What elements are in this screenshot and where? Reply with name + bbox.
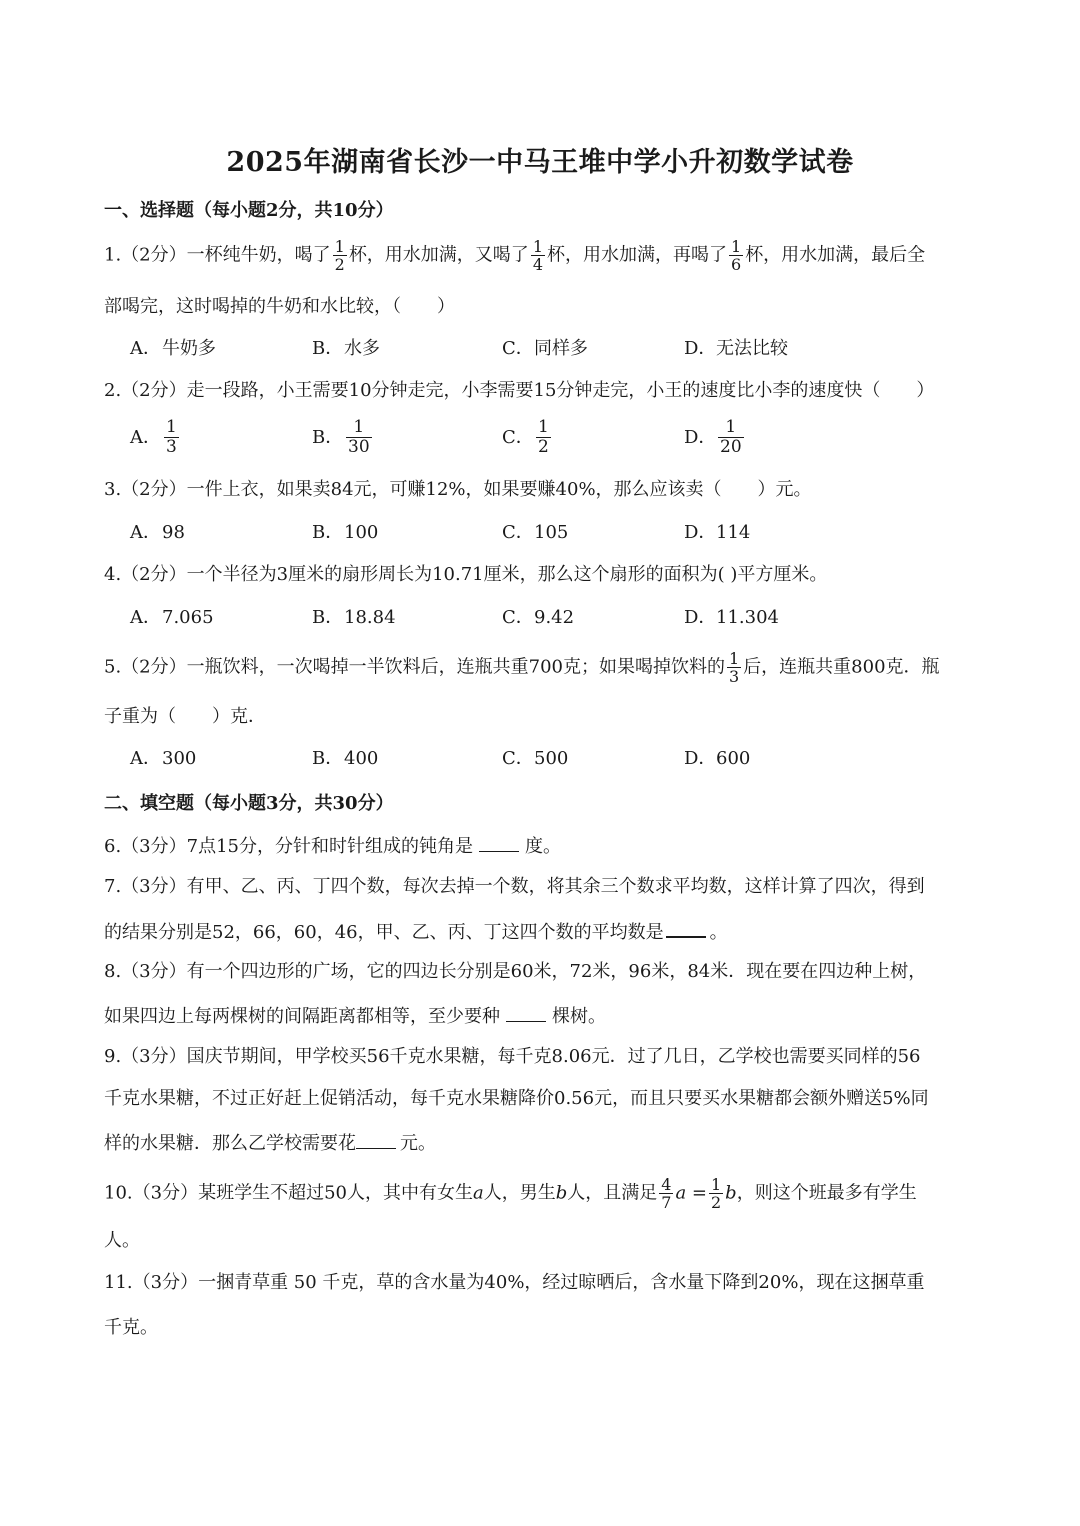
variable-a: a (472, 1182, 484, 1204)
fraction (536, 418, 551, 457)
question-1-line-2: 部喝完，这时喝掉的牛奶和水比较，（ ） (104, 296, 455, 317)
option-label: C． (502, 426, 534, 448)
option-a[interactable] (130, 605, 214, 631)
option-d[interactable] (684, 746, 750, 772)
option-d[interactable] (684, 605, 779, 631)
option-c[interactable] (502, 746, 568, 772)
option-a[interactable] (130, 418, 181, 457)
question-5-line-1 (104, 650, 940, 685)
denominator: 20 (720, 437, 742, 457)
option-a[interactable] (130, 336, 216, 362)
option-label: C． (502, 748, 534, 769)
question-text: 人，且满足 (567, 1182, 658, 1204)
fraction (333, 238, 347, 273)
numerator: 1 (538, 417, 549, 437)
option-label: C． (502, 607, 534, 628)
answer-blank[interactable] (666, 916, 706, 938)
question-4-options (130, 605, 990, 649)
option-text: 300 (162, 748, 197, 769)
question-text: 1.（2分）一杯纯牛奶，喝了 (104, 244, 331, 266)
denominator: 3 (728, 667, 740, 686)
question-5-line-2: 子重为（ ）克． (104, 706, 266, 727)
section-heading-fill-in: 二、填空题（每小题3分，共30分） (104, 793, 394, 814)
option-text: 100 (344, 522, 379, 543)
question-text: ，则这个班最多有学生 (736, 1182, 917, 1204)
question-text: 6.（3分）7点15分，分针和时针组成的钝角是 (104, 836, 473, 857)
question-text: 人，男生 (483, 1182, 556, 1204)
option-d[interactable] (684, 336, 788, 362)
option-label: D． (684, 522, 717, 543)
option-label: C． (502, 338, 534, 359)
option-text: 600 (716, 748, 751, 769)
option-label: D． (684, 748, 717, 769)
answer-blank[interactable] (506, 1001, 546, 1022)
question-2-line-1: 2.（2分）走一段路，小王需要10分钟走完，小李需要15分钟走完，小王的速度比小李的速度快（ ） (104, 380, 935, 401)
question-text: 后，连瓶共重800克．瓶 (743, 656, 940, 678)
option-label: C． (502, 522, 534, 543)
question-1-line-1 (104, 238, 925, 273)
question-4-line-1: 4.（2分）一个半径为3厘米的扇形周长为10.71厘米，那么这个扇形的面积为( )平方厘米。 (104, 564, 828, 585)
option-text: 105 (534, 522, 569, 543)
question-text: 10.（3分）某班学生不超过50人，其中有女生 (104, 1182, 473, 1204)
question-2-options (130, 418, 990, 462)
numerator: 1 (334, 237, 345, 256)
question-text: 样的水果糖．那么乙学校需要花 (104, 1133, 356, 1154)
numerator: 1 (731, 237, 742, 256)
option-text: 18.84 (344, 607, 396, 628)
option-label: A． (130, 607, 161, 628)
question-11-line-1: 11.（3分）一捆青草重 50 千克，草的含水量为40%，经过晾晒后，含水量下降到20%，现在这捆草重 (104, 1272, 925, 1293)
fraction (346, 418, 372, 457)
question-text: 杯，用水加满，再喝了 (547, 244, 727, 266)
option-d[interactable] (684, 520, 750, 546)
fraction (164, 418, 179, 457)
question-9-line-1: 9.（3分）国庆节期间，甲学校买56千克水果糖，每千克8.06元．过了几日，乙学校也需要买同样的56 (104, 1046, 921, 1067)
question-9-line-3 (104, 1128, 436, 1157)
option-b[interactable] (312, 746, 378, 772)
option-b[interactable] (312, 336, 380, 362)
variable-b: b (555, 1182, 568, 1204)
question-9-line-2: 千克水果糖，不过正好赶上促销活动，每千克水果糖降价0.56元，而且只要买水果糖都会额外赠送5%同 (104, 1088, 929, 1109)
option-label: A． (130, 426, 161, 448)
option-text: 水多 (344, 338, 380, 359)
option-b[interactable] (312, 605, 396, 631)
section-heading-choice: 一、选择题（每小题2分，共10分） (104, 200, 394, 221)
question-6-line-1 (104, 831, 561, 860)
numerator: 1 (346, 418, 372, 438)
option-text: 114 (716, 522, 751, 543)
option-text: 同样多 (534, 338, 588, 359)
question-10-line-1 (104, 1176, 917, 1211)
question-7-line-2 (104, 916, 728, 946)
denominator: 3 (166, 437, 177, 457)
denominator: 4 (532, 255, 543, 274)
question-text: 元。 (400, 1133, 436, 1154)
option-c[interactable] (502, 418, 553, 457)
question-text: 杯，用水加满，又喝了 (348, 244, 529, 266)
option-text: 无法比较 (716, 338, 788, 359)
fraction (531, 238, 545, 273)
question-8-line-2 (104, 1001, 606, 1030)
question-text: 度。 (524, 836, 561, 857)
denominator: 6 (731, 255, 742, 274)
equation-part: a = (675, 1182, 707, 1204)
numerator: 1 (710, 1175, 722, 1194)
option-text: 7.065 (162, 607, 214, 628)
question-8-line-1: 8.（3分）有一个四边形的广场，它的四边长分别是60米，72米，96米，84米．现在要在四边种上树， (104, 961, 927, 982)
option-label: A． (130, 748, 161, 769)
option-a[interactable] (130, 746, 196, 772)
option-d[interactable] (684, 418, 746, 457)
denominator: 30 (348, 437, 370, 457)
option-c[interactable] (502, 520, 568, 546)
numerator: 1 (532, 237, 543, 256)
option-label: B． (312, 607, 344, 628)
option-text: 11.304 (716, 607, 779, 628)
question-11-line-2: 千克。 (104, 1317, 158, 1338)
equation-part: b (725, 1182, 737, 1204)
option-label: B． (312, 748, 344, 769)
option-c[interactable] (502, 336, 588, 362)
answer-blank[interactable] (356, 1128, 396, 1149)
page-title: 2025年湖南省长沙一中马王堆中学小升初数学试卷 (226, 147, 854, 178)
question-text: 棵树。 (552, 1006, 606, 1027)
question-5-options (130, 746, 990, 790)
question-7-line-1: 7.（3分）有甲、乙、丙、丁四个数，每次去掉一个数，将其余三个数求平均数，这样计算了四次，得到 (104, 876, 925, 897)
question-text: 5.（2分）一瓶饮料，一次喝掉一半饮料后，连瓶共重700克；如果喝掉饮料的 (104, 656, 725, 678)
question-10-line-2: 人。 (104, 1230, 140, 1251)
question-3-options (130, 520, 990, 564)
question-text: 。 (709, 922, 728, 943)
option-c[interactable] (502, 605, 574, 631)
fraction (659, 1176, 673, 1211)
numerator: 1 (718, 418, 744, 438)
fraction (727, 650, 741, 685)
option-label: A． (130, 338, 161, 359)
denominator: 2 (710, 1193, 722, 1212)
fraction (729, 238, 743, 273)
question-text: 的结果分别是52，66，60，46，甲、乙、丙、丁这四个数的平均数是 (104, 922, 664, 943)
denominator: 2 (538, 437, 549, 457)
fraction (718, 418, 744, 457)
question-text: 杯，用水加满，最后全 (745, 244, 926, 266)
numerator: 4 (661, 1175, 672, 1194)
numerator: 1 (166, 417, 177, 437)
option-label: B． (312, 426, 344, 448)
numerator: 1 (728, 649, 740, 668)
option-label: B． (312, 338, 344, 359)
question-3-line-1: 3.（2分）一件上衣，如果卖84元，可赚12%，如果要赚40%，那么应该卖（ ）元。 (104, 479, 812, 500)
option-label: A． (130, 522, 161, 543)
denominator: 2 (334, 255, 345, 274)
option-text: 牛奶多 (162, 338, 216, 359)
option-text: 9.42 (534, 607, 575, 628)
option-text: 98 (162, 522, 185, 543)
option-a[interactable] (130, 520, 185, 546)
option-text: 400 (344, 748, 379, 769)
option-b[interactable] (312, 418, 374, 457)
option-label: D． (684, 607, 717, 628)
option-b[interactable] (312, 520, 378, 546)
question-1-options (130, 336, 990, 380)
question-text: 如果四边上每两棵树的间隔距离都相等，至少要种 (104, 1006, 500, 1027)
fraction (709, 1176, 723, 1211)
answer-blank[interactable] (479, 831, 519, 852)
option-label: D． (684, 426, 717, 448)
option-text: 500 (534, 748, 569, 769)
option-label: B． (312, 522, 344, 543)
option-label: D． (684, 338, 717, 359)
denominator: 7 (661, 1193, 672, 1212)
